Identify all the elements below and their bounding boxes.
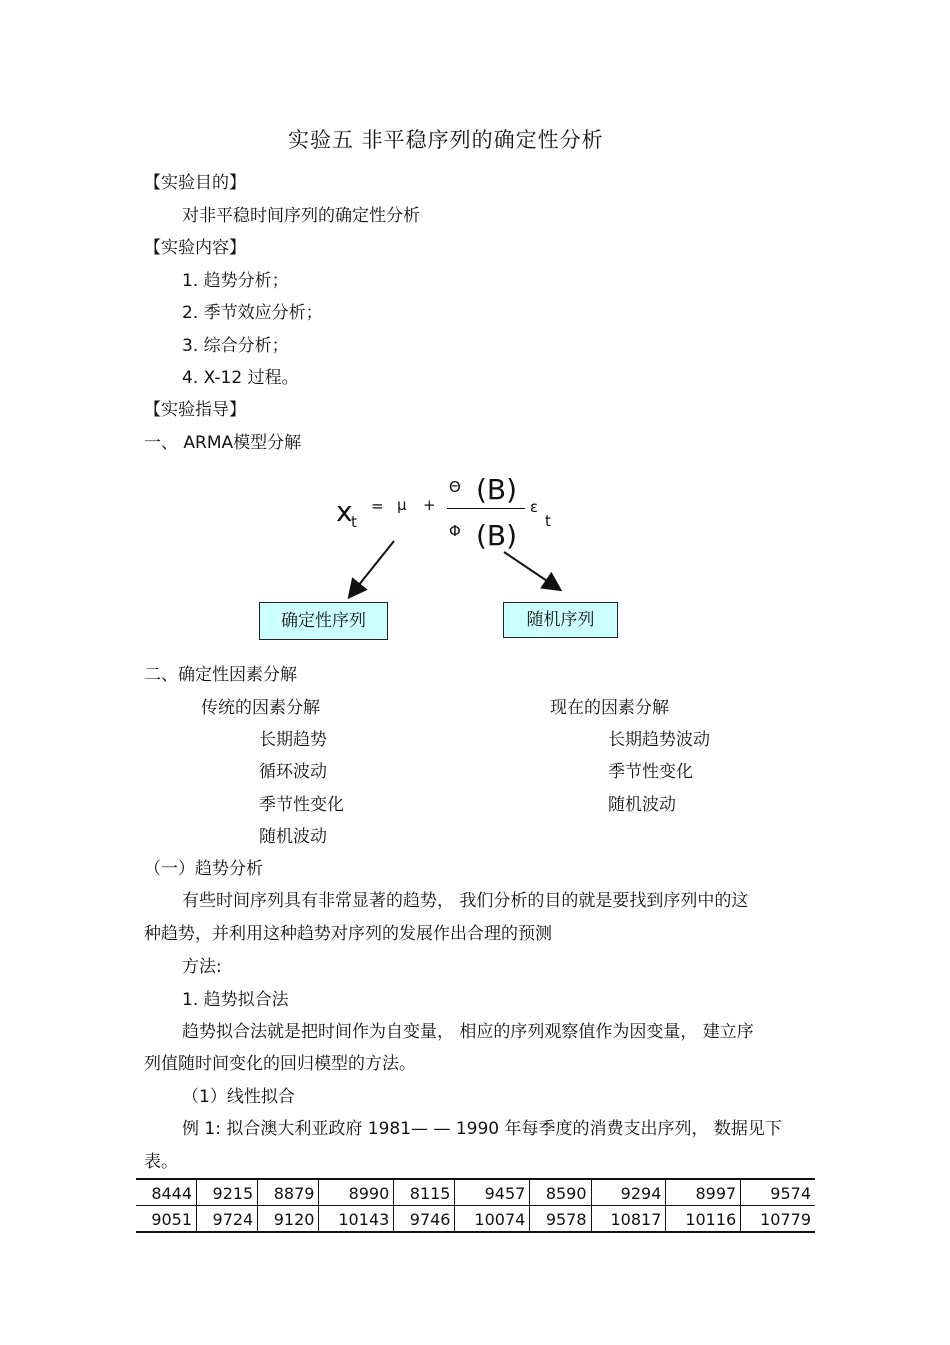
content-item-4: 4. X-12 过程。: [182, 368, 299, 388]
table-cell: 9294: [591, 1179, 666, 1206]
formula-b-numerator: (B): [476, 473, 518, 506]
table-cell: 10116: [666, 1206, 741, 1233]
method-paragraph-line-1: 趋势拟合法就是把时间作为自变量， 相应的序列观察值作为因变量， 建立序: [182, 1022, 754, 1042]
arrow-to-random: [504, 552, 559, 589]
page-title: 实验五 非平稳序列的确定性分析: [288, 128, 604, 152]
factor-heading: 二、确定性因素分解: [144, 665, 297, 685]
formula-epsilon: ε: [530, 498, 539, 516]
formula-b-denominator: (B): [476, 519, 518, 552]
table-cell: 9457: [455, 1179, 530, 1206]
traditional-item-1: 长期趋势: [259, 730, 327, 750]
table-cell: 10779: [760, 1209, 811, 1229]
table-cell: 9120: [258, 1206, 319, 1233]
table-row: [136, 1206, 815, 1233]
example-line-2: 表。: [144, 1152, 178, 1172]
modern-item-2: 季节性变化: [608, 762, 693, 782]
formula-theta: Θ: [449, 478, 461, 496]
formula-epsilon-subscript: t: [545, 512, 551, 530]
traditional-item-3: 季节性变化: [259, 795, 344, 815]
table-row: [136, 1179, 815, 1206]
formula-x-subscript: t: [351, 513, 357, 531]
table-cell: 8590: [530, 1179, 591, 1206]
deterministic-series-box: 确定性序列: [259, 602, 388, 640]
traditional-item-4: 随机波动: [259, 827, 327, 847]
table-cell: 8879: [258, 1179, 319, 1206]
modern-item-3: 随机波动: [608, 795, 676, 815]
arma-heading: 一、 ARMA模型分解: [144, 433, 302, 453]
content-item-1: 1. 趋势分析；: [182, 271, 289, 291]
formula-equals: =: [371, 497, 384, 515]
table-cell: 8444: [136, 1179, 197, 1206]
formula-phi: Φ: [449, 522, 461, 540]
purpose-text: 对非平稳时间序列的确定性分析: [182, 206, 420, 226]
trend-paragraph-line-2: 种趋势，并利用这种趋势对序列的发展作出合理的预测: [144, 924, 552, 944]
traditional-heading: 传统的因素分解: [201, 698, 320, 718]
consumption-data-table: [136, 1178, 815, 1233]
content-item-3: 3. 综合分析；: [182, 336, 289, 356]
formula-x: x: [336, 495, 353, 528]
modern-item-1: 长期趋势波动: [608, 730, 710, 750]
trend-paragraph-line-1: 有些时间序列具有非常显著的趋势， 我们分析的目的就是要找到序列中的这: [182, 891, 749, 911]
table-cell: 9215: [197, 1179, 258, 1206]
table-cell: 8997: [666, 1179, 741, 1206]
table-cell: 9574: [741, 1179, 815, 1206]
linear-fit-heading: （1）线性拟合: [182, 1087, 295, 1107]
method-label: 方法:: [182, 957, 222, 977]
modern-heading: 现在的因素分解: [550, 698, 669, 718]
table-cell: 9051: [136, 1206, 197, 1233]
method-1-heading: 1. 趋势拟合法: [182, 990, 289, 1010]
table-cell: 8990: [319, 1179, 394, 1206]
trend-heading: （一）趋势分析: [144, 859, 263, 879]
content-heading: 【实验内容】: [144, 238, 246, 258]
purpose-heading: 【实验目的】: [144, 173, 246, 193]
example-line-1: 例 1: 拟合澳大利亚政府 1981— — 1990 年每季度的消费支出序列， 数据见下: [182, 1119, 782, 1139]
table-cell: 8115: [394, 1179, 455, 1206]
table-cell: 9724: [197, 1206, 258, 1233]
guide-heading: 【实验指导】: [144, 400, 246, 420]
table-cell: 10817: [591, 1206, 666, 1233]
content-item-2: 2. 季节效应分析；: [182, 303, 323, 323]
table-cell: 10143: [319, 1206, 394, 1233]
formula-plus: +: [423, 496, 436, 514]
table-cell: 9746: [394, 1206, 455, 1233]
arrow-to-deterministic: [350, 541, 394, 596]
traditional-item-2: 循环波动: [259, 762, 327, 782]
random-series-box: 随机序列: [503, 602, 618, 638]
formula-mu: μ: [397, 496, 407, 514]
table-cell: 9578: [530, 1206, 591, 1233]
method-paragraph-line-2: 列值随时间变化的回归模型的方法。: [144, 1054, 416, 1074]
table-cell: 10074: [455, 1206, 530, 1233]
